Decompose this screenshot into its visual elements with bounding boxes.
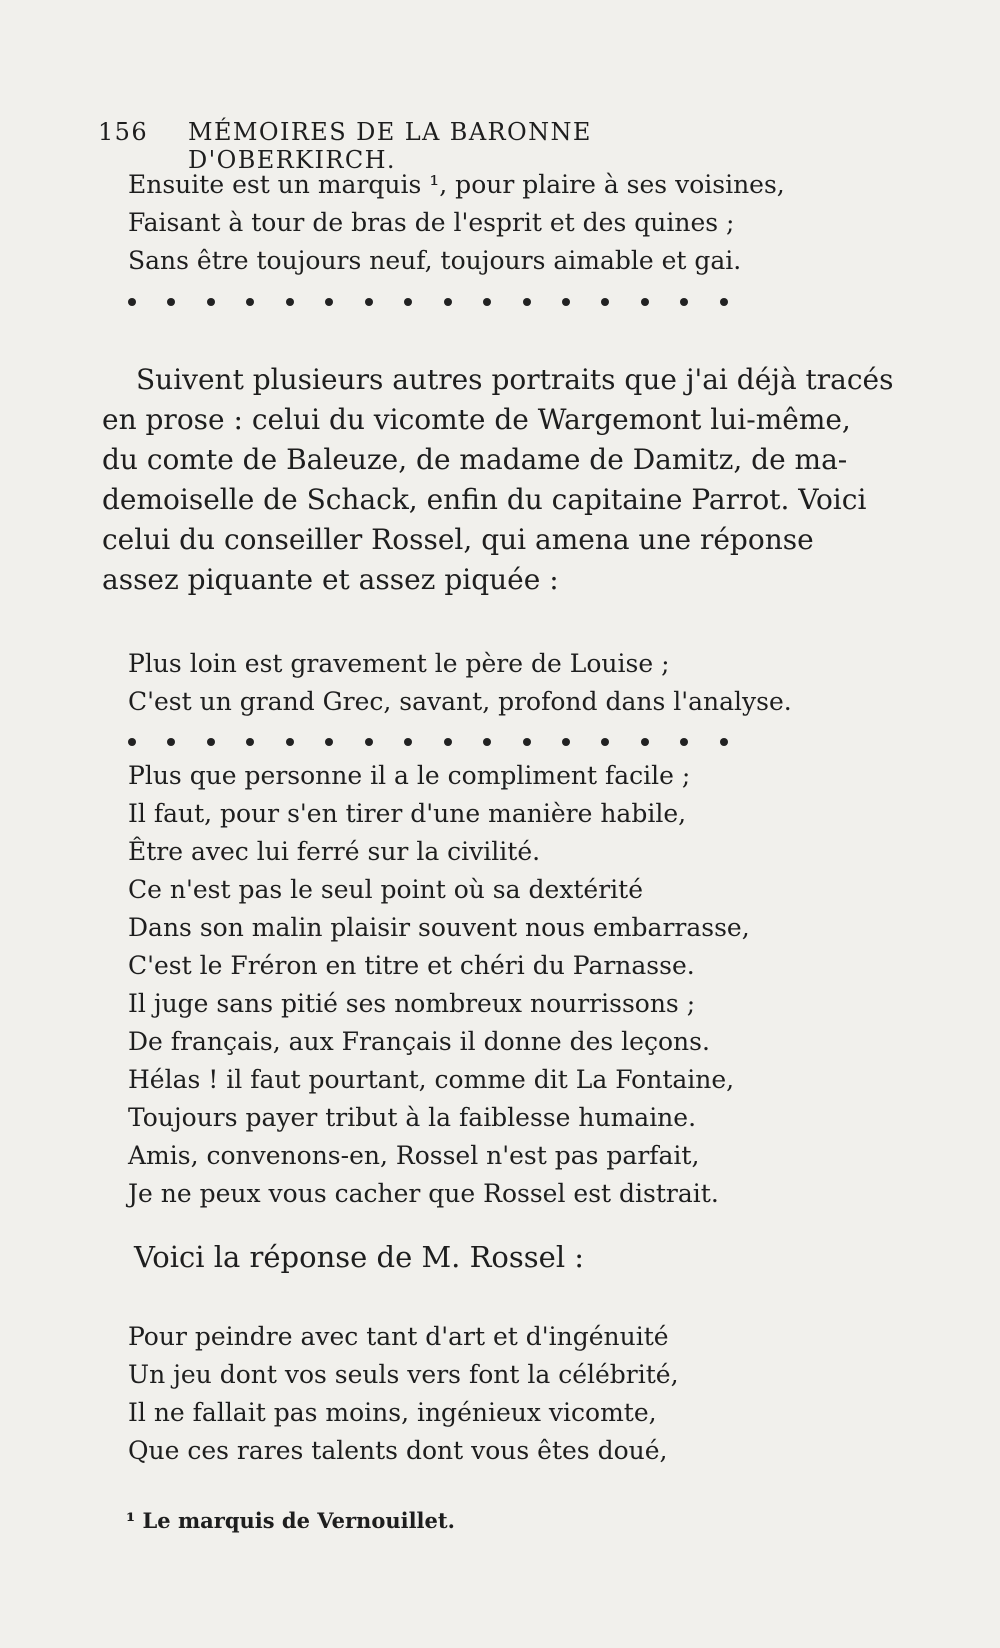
prose-line: demoiselle de Schack, enfin du capitaine Parrot. Voici [102, 483, 867, 516]
verse-line: Plus que personne il a le compliment facile ; [128, 761, 691, 790]
page-number: 156 [98, 118, 149, 146]
verse-line: Dans son malin plaisir souvent nous embarrasse, [128, 913, 750, 942]
prose-line: du comte de Baleuze, de madame de Damitz, de ma- [102, 443, 848, 476]
verse-line: Plus loin est gravement le père de Louise ; [128, 649, 670, 678]
verse-line: Un jeu dont vos seuls vers font la célébrité, [128, 1360, 679, 1389]
verse-line: Ce n'est pas le seul point où sa dextérité [128, 875, 644, 904]
verse-line: Que ces rares talents dont vous êtes doué, [128, 1436, 668, 1465]
verse-line: Je ne peux vous cacher que Rossel est distrait. [128, 1179, 719, 1208]
verse-line: Sans être toujours neuf, toujours aimable et gai. [128, 246, 742, 275]
verse-line: Toujours payer tribut à la faiblesse humaine. [128, 1103, 697, 1132]
prose-line: celui du conseiller Rossel, qui amena une réponse [102, 523, 814, 556]
verse-block-2a [128, 645, 792, 721]
prose-line: en prose : celui du vicomte de Wargemont lui-même, [102, 403, 851, 436]
verse-line: C'est un grand Grec, savant, profond dans l'analyse. [128, 687, 792, 716]
prose-line: assez piquante et assez piquée : [102, 563, 559, 596]
verse-line: C'est le Fréron en titre et chéri du Parnasse. [128, 951, 695, 980]
verse-line: Être avec lui ferré sur la civilité. [128, 837, 541, 866]
ellipsis-dots-1 [128, 298, 728, 306]
verse-line: Amis, convenons-en, Rossel n'est pas parfait, [128, 1141, 700, 1170]
prose-line: Suivent plusieurs autres portraits que j'ai déjà tracés [136, 363, 894, 396]
verse-block-2b [128, 757, 750, 1213]
verse-line: Faisant à tour de bras de l'esprit et des quines ; [128, 208, 735, 237]
response-intro: Voici la réponse de M. Rossel : [134, 1240, 585, 1274]
verse-line: Il juge sans pitié ses nombreux nourrissons ; [128, 989, 696, 1018]
verse-line: Ensuite est un marquis ¹, pour plaire à ses voisines, [128, 170, 785, 199]
verse-block-1 [128, 166, 785, 280]
verse-line: De français, aux Français il donne des leçons. [128, 1027, 710, 1056]
verse-block-3 [128, 1318, 679, 1470]
verse-line: Il faut, pour s'en tirer d'une manière habile, [128, 799, 687, 828]
verse-line: Il ne fallait pas moins, ingénieux vicomte, [128, 1398, 657, 1427]
footnote: ¹ Le marquis de Vernouillet. [126, 1508, 455, 1533]
prose-paragraph [102, 360, 894, 600]
verse-line: Pour peindre avec tant d'art et d'ingénuité [128, 1322, 669, 1351]
verse-line: Hélas ! il faut pourtant, comme dit La Fontaine, [128, 1065, 735, 1094]
ellipsis-dots-2 [128, 738, 728, 746]
running-title: MÉMOIRES DE LA BARONNE D'OBERKIRCH. [188, 118, 592, 174]
